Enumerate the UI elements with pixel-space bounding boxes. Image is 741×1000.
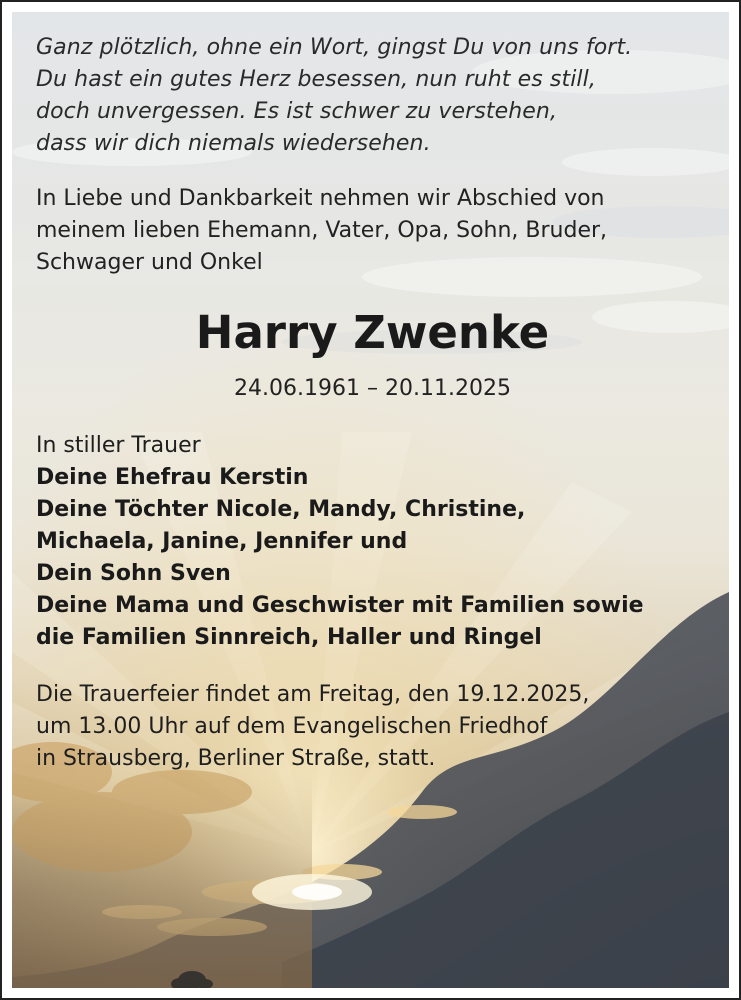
memorial-poem <box>36 32 632 160</box>
ceremony-line: Die Trauerfeier findet am Freitag, den 19.12.2025, <box>36 682 590 707</box>
farewell-intro: In Liebe und Dankbarkeit nehmen wir Abschied von meinem lieben Ehemann, Vater, Opa, Sohn, Bruder, Schwager und Onkel <box>36 186 608 275</box>
life-dates: 24.06.1961 – 20.11.2025 <box>234 376 511 401</box>
mourner-line: Dein Sohn Sven <box>36 561 231 586</box>
mourners-list <box>36 430 644 654</box>
poem-line: dass wir dich niemals wiedersehen. <box>36 131 431 156</box>
poem-line: doch unvergessen. Es ist schwer zu verstehen, <box>36 99 558 124</box>
mourners-heading: In stiller Trauer <box>36 433 201 458</box>
poem-line: Du hast ein gutes Herz besessen, nun ruht es still, <box>36 67 596 92</box>
mourner-line: die Familien Sinnreich, Haller und Ringel <box>36 625 542 650</box>
mourner-line: Deine Ehefrau Kerstin <box>36 465 309 490</box>
poem-line: Ganz plötzlich, ohne ein Wort, gingst Du von uns fort. <box>36 35 633 60</box>
funeral-details <box>36 679 589 775</box>
ceremony-line: um 13.00 Uhr auf dem Evangelischen Friedhof <box>36 714 548 739</box>
mourner-line: Deine Töchter Nicole, Mandy, Christine, <box>36 497 526 522</box>
mourner-line: Deine Mama und Geschwister mit Familien sowie <box>36 593 644 618</box>
mourner-line: Michaela, Janine, Jennifer und <box>36 529 408 554</box>
ceremony-line: in Strausberg, Berliner Straße, statt. <box>36 746 436 771</box>
deceased-name: Harry Zwenke <box>195 306 550 359</box>
